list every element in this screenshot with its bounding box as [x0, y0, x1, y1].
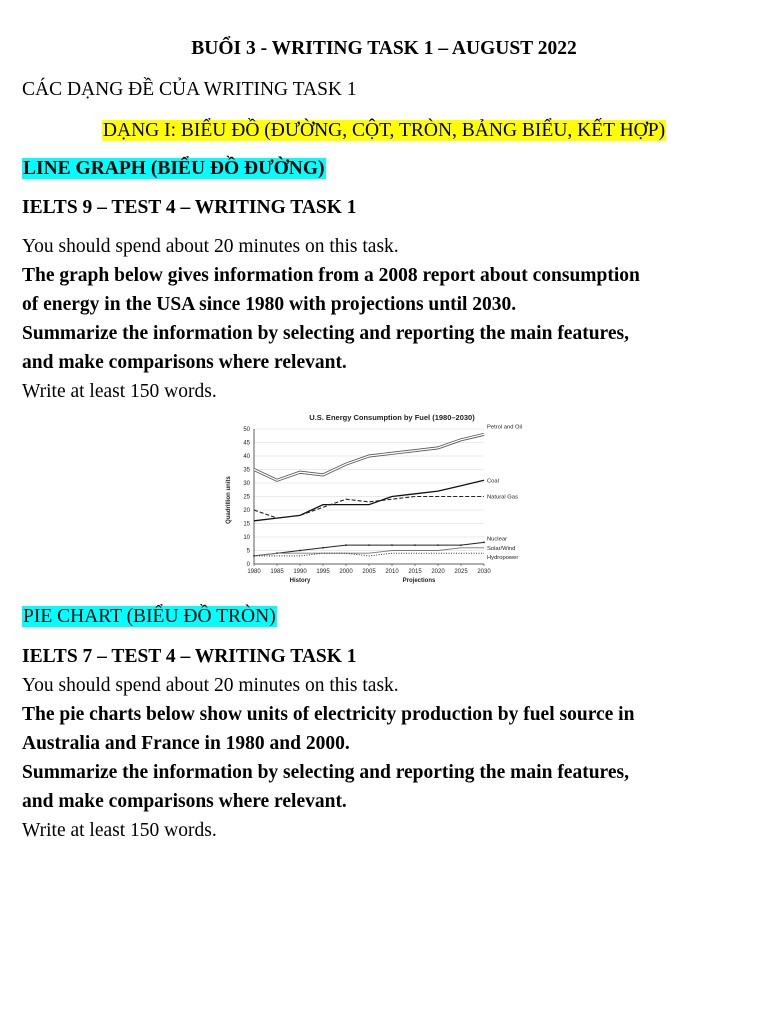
chart-x-tick-label: 2020: [431, 569, 445, 575]
series-label-coal: Coal: [487, 478, 499, 485]
chart-y-tick-label: 30: [243, 481, 250, 487]
chart-x-label-projections: Projections: [402, 578, 436, 584]
chart-svg: [222, 408, 544, 590]
chart-y-tick-label: 40: [243, 454, 250, 460]
pie-chart-heading: [22, 604, 277, 630]
chart-x-tick-label: 2000: [339, 569, 353, 575]
chart-y-tick-label: 5: [246, 548, 250, 555]
chart-x-tick-label: 1985: [270, 569, 284, 575]
chart-x-tick-label: 2010: [385, 569, 399, 575]
chart-y-tick-label: 35: [243, 467, 250, 474]
chart-y-tick-label: 20: [243, 508, 250, 514]
chart-y-tick-label: 50: [243, 427, 250, 433]
series-point-nuclear: [322, 547, 324, 549]
task-one-time: You should spend about 20 minutes on this task.: [22, 236, 399, 257]
chart-x-tick-label: 2015: [408, 569, 422, 575]
task-two-time: You should spend about 20 minutes on this task.: [22, 675, 399, 696]
chart-x-label-history: History: [289, 578, 311, 584]
series-point-nuclear: [483, 542, 485, 544]
cyan-highlight: LINE GRAPH (BIỂU ĐỒ ĐƯỜNG): [23, 158, 325, 179]
series-label-petrol-and-oil: Petrol and Oil: [487, 424, 523, 431]
chart-title: U.S. Energy Consumption by Fuel (1980–2030): [309, 413, 475, 422]
chart-x-tick-label: 1980: [247, 569, 261, 575]
series-point-nuclear: [299, 550, 301, 552]
task-two-prompt-line2: Australia and France in 1980 and 2000.: [22, 733, 350, 754]
section-subtitle: CÁC DẠNG ĐỀ CỦA WRITING TASK 1: [22, 79, 357, 100]
series-label-natural-gas: Natural Gas: [487, 494, 518, 501]
chart-y-axis-label: Quadrillion units: [226, 476, 232, 524]
task-two-prompt-line1: The pie charts below show units of electricity production by fuel source in: [22, 704, 635, 725]
chart-y-tick-label: 25: [243, 494, 250, 501]
task-two-summary-line2: and make comparisons where relevant.: [22, 791, 347, 812]
task-one-prompt-line2: of energy in the USA since 1980 with projections until 2030.: [22, 294, 517, 315]
line-graph-heading: [22, 156, 326, 182]
chart-series: [253, 434, 485, 556]
task-one-summary-line2: and make comparisons where relevant.: [22, 352, 347, 373]
series-label-nuclear: Nuclear: [487, 536, 507, 543]
series-label-solar-wind: Solar/Wind: [487, 545, 516, 552]
chart-x-tick-label: 2030: [477, 569, 491, 575]
cyan-highlight: PIE CHART (BIỂU ĐỒ TRÒN): [23, 606, 276, 627]
chart-x-tick-label: 2025: [454, 569, 468, 575]
series-point-nuclear: [368, 544, 370, 546]
series-line-coal: [254, 480, 484, 521]
series-line-petrol-and-oil: [254, 434, 484, 480]
chart-y-tick-label: 45: [243, 440, 250, 447]
chart-x-tick-label: 2005: [362, 569, 376, 575]
chart-series-labels: [487, 424, 522, 561]
chart-y-tick-label: 10: [243, 535, 250, 541]
energy-line-chart: [222, 408, 544, 590]
yellow-highlight: DẠNG I: BIỂU ĐỒ (ĐƯỜNG, CỘT, TRÒN, BẢNG BIỂU, KẾT HỢP): [102, 120, 666, 141]
chart-x-tick-label: 1990: [293, 569, 307, 575]
series-line-natural-gas: [254, 497, 484, 519]
task-one-prompt-line1: The graph below gives information from a 2008 report about consumption: [22, 265, 640, 286]
chart-y-tick-label: 15: [243, 521, 250, 528]
task-one-word-count: Write at least 150 words.: [22, 381, 217, 402]
task-two-word-count: Write at least 150 words.: [22, 820, 217, 841]
task-two-summary-line1: Summarize the information by selecting and reporting the main features,: [22, 762, 629, 783]
page-title: BUỔI 3 - WRITING TASK 1 – AUGUST 2022: [191, 38, 577, 59]
series-label-hydropower: Hydropower: [487, 555, 519, 562]
test-two-heading: IELTS 7 – TEST 4 – WRITING TASK 1: [22, 646, 357, 667]
test-one-heading: IELTS 9 – TEST 4 – WRITING TASK 1: [22, 197, 357, 218]
series-point-nuclear: [460, 544, 462, 546]
type-one-heading: [0, 118, 768, 144]
series-point-nuclear: [414, 544, 416, 546]
chart-x-tick-label: 1995: [316, 569, 330, 575]
series-point-nuclear: [345, 544, 347, 546]
series-point-nuclear: [391, 544, 393, 546]
chart-y-tick-label: 0: [246, 562, 250, 568]
task-one-summary-line1: Summarize the information by selecting and reporting the main features,: [22, 323, 629, 344]
series-point-nuclear: [437, 544, 439, 546]
